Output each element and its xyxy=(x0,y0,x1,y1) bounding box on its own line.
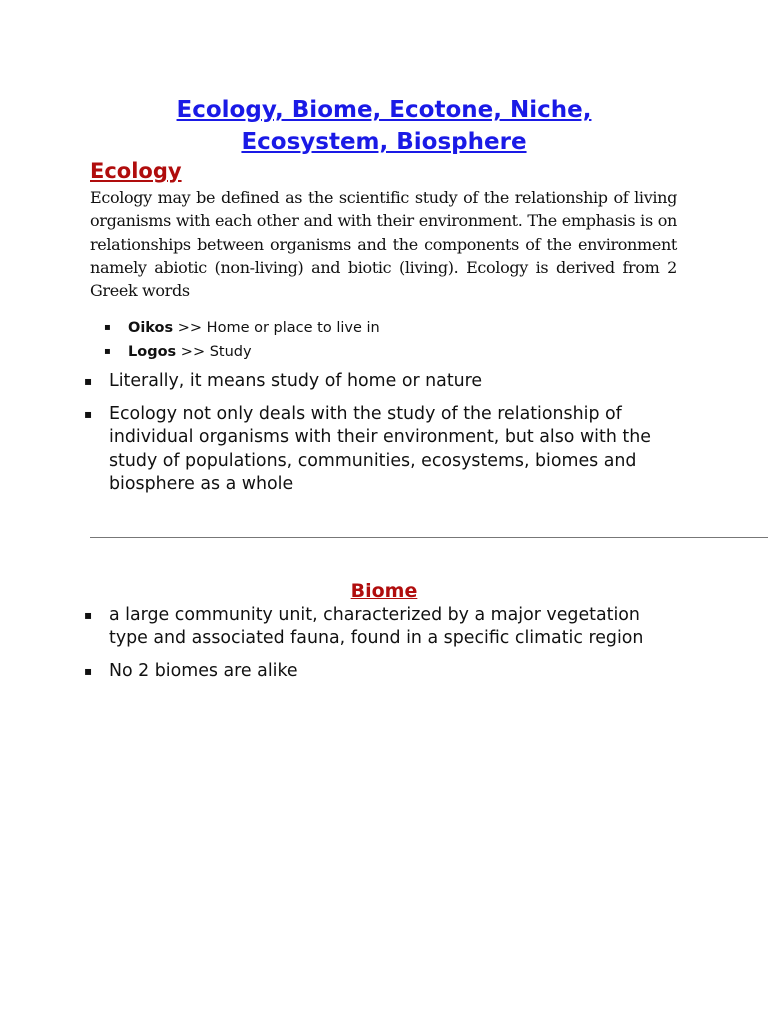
point-text: No 2 biomes are alike xyxy=(109,661,298,682)
square-bullet-icon: ▪ xyxy=(84,664,93,679)
biome-points-list xyxy=(84,604,684,693)
list-item xyxy=(84,370,684,393)
title-line-2: Ecosystem, Biosphere xyxy=(241,129,527,155)
list-item xyxy=(104,340,380,364)
biome-heading: Biome xyxy=(350,580,418,602)
square-bullet-icon: ▪ xyxy=(104,346,111,357)
document-title xyxy=(90,94,678,158)
greek-meaning: >> Home or place to live in xyxy=(173,320,380,336)
list-item xyxy=(84,660,684,683)
square-bullet-icon: ▪ xyxy=(84,374,93,388)
list-item xyxy=(84,403,684,497)
title-line-1: Ecology, Biome, Ecotone, Niche, xyxy=(176,97,592,123)
ecology-intro-paragraph: Ecology may be defined as the scientific study of the relationship of living organisms with each other and with their environment. The emphasis is on relationships between organisms and the components of the environment namely abiotic (non-living) and biotic (living). Ecology is derived from 2 Greek words xyxy=(90,188,677,301)
greek-term: Logos xyxy=(128,344,177,360)
ecology-heading: Ecology xyxy=(90,159,182,183)
greek-term: Oikos xyxy=(128,320,174,336)
point-text: Ecology not only deals with the study of the relationship of individual organisms with their environment, but also with the study of populations, communities, ecosystems, biomes and biosphere as a whole xyxy=(109,403,651,495)
horizontal-divider xyxy=(90,537,768,538)
square-bullet-icon: ▪ xyxy=(84,608,93,622)
square-bullet-icon: ▪ xyxy=(104,322,111,333)
list-item xyxy=(104,316,380,340)
point-text: a large community unit, characterized by a major vegetation type and associated fauna, found in a specific climatic region xyxy=(109,605,644,649)
square-bullet-icon: ▪ xyxy=(84,406,93,421)
greek-words-list xyxy=(104,316,380,364)
greek-meaning: >> Study xyxy=(176,344,252,360)
list-item xyxy=(84,604,684,651)
point-text: Literally, it means study of home or nature xyxy=(109,371,483,391)
ecology-points-list xyxy=(84,370,684,506)
